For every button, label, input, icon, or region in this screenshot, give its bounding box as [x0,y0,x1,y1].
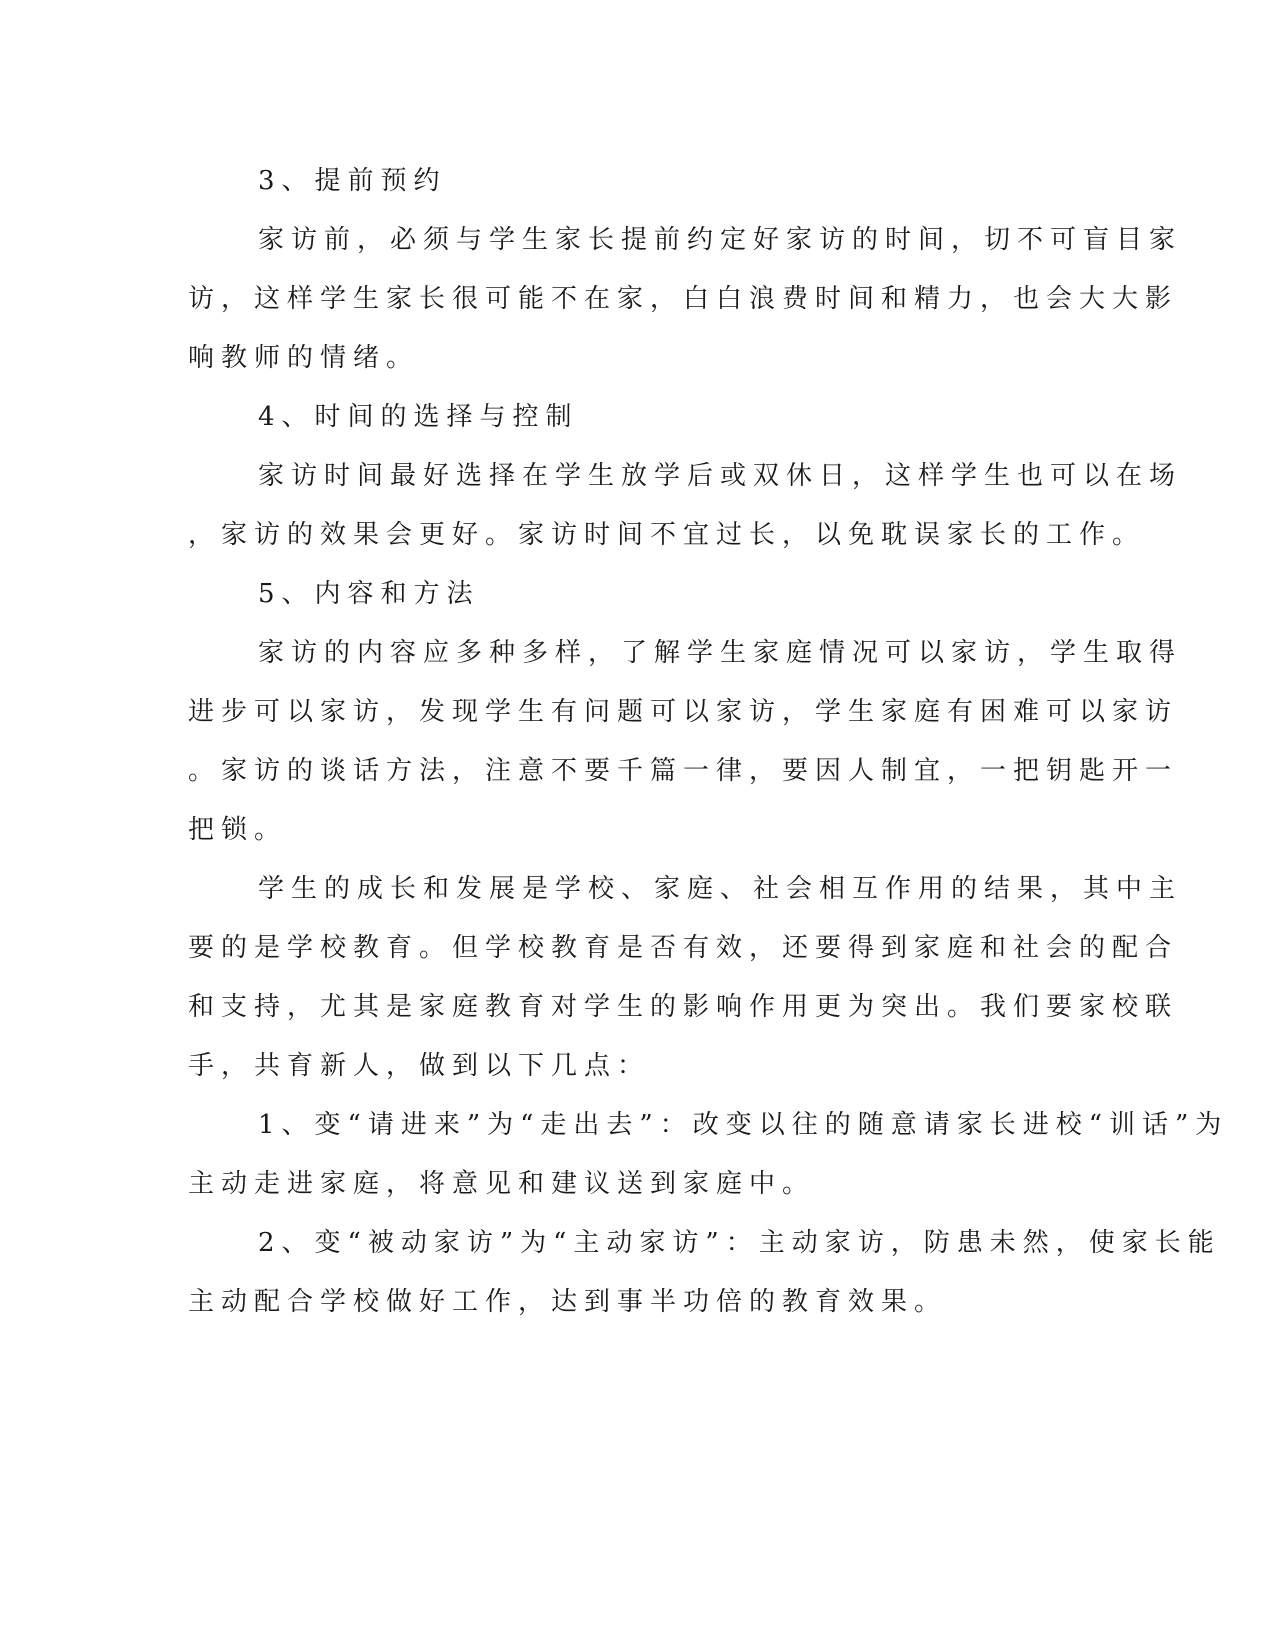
paragraph-line: 主动走进家庭，将意见和建议送到家庭中。 [188,1169,816,1199]
paragraph-line: ，家访的效果会更好。家访时间不宜过长，以免耽误家长的工作。 [188,520,1146,550]
list-item-2: 2、变“被动家访”为“主动家访”：主动家访，防患未然，使家长能 [258,1228,1221,1258]
paragraph-line: 进步可以家访，发现学生有问题可以家访，学生家庭有困难可以家访 [188,697,1179,727]
paragraph-line: 手，共育新人，做到以下几点： [188,1051,651,1081]
paragraph-line: 家访的内容应多种多样，了解学生家庭情况可以家访，学生取得 [258,638,1183,668]
paragraph-line: 响教师的情绪。 [188,343,420,373]
list-item-1: 1、变“请进来”为“走出去”：改变以往的随意请家长进校“训话”为 [258,1110,1229,1140]
paragraph-line: 家访时间最好选择在学生放学后或双休日，这样学生也可以在场 [258,461,1183,491]
paragraph-line: 学生的成长和发展是学校、家庭、社会相互作用的结果，其中主 [258,874,1183,904]
heading-time-selection: 4、时间的选择与控制 [258,402,579,432]
paragraph-line: 要的是学校教育。但学校教育是否有效，还要得到家庭和社会的配合 [188,933,1179,963]
paragraph-line: 主动配合学校做好工作，达到事半功倍的教育效果。 [188,1287,948,1317]
paragraph-line: 。家访的谈话方法，注意不要千篇一律，要因人制宜，一把钥匙开一 [188,756,1179,786]
paragraph-line: 家访前，必须与学生家长提前约定好家访的时间，切不可盲目家 [258,225,1183,255]
heading-advance-appointment: 3、提前预约 [258,166,447,196]
paragraph-line: 和支持，尤其是家庭教育对学生的影响作用更为突出。我们要家校联 [188,992,1179,1022]
heading-content-method: 5、内容和方法 [258,579,480,609]
paragraph-line: 访，这样学生家长很可能不在家，白白浪费时间和精力，也会大大影 [188,284,1179,314]
paragraph-line: 把锁。 [188,815,288,845]
